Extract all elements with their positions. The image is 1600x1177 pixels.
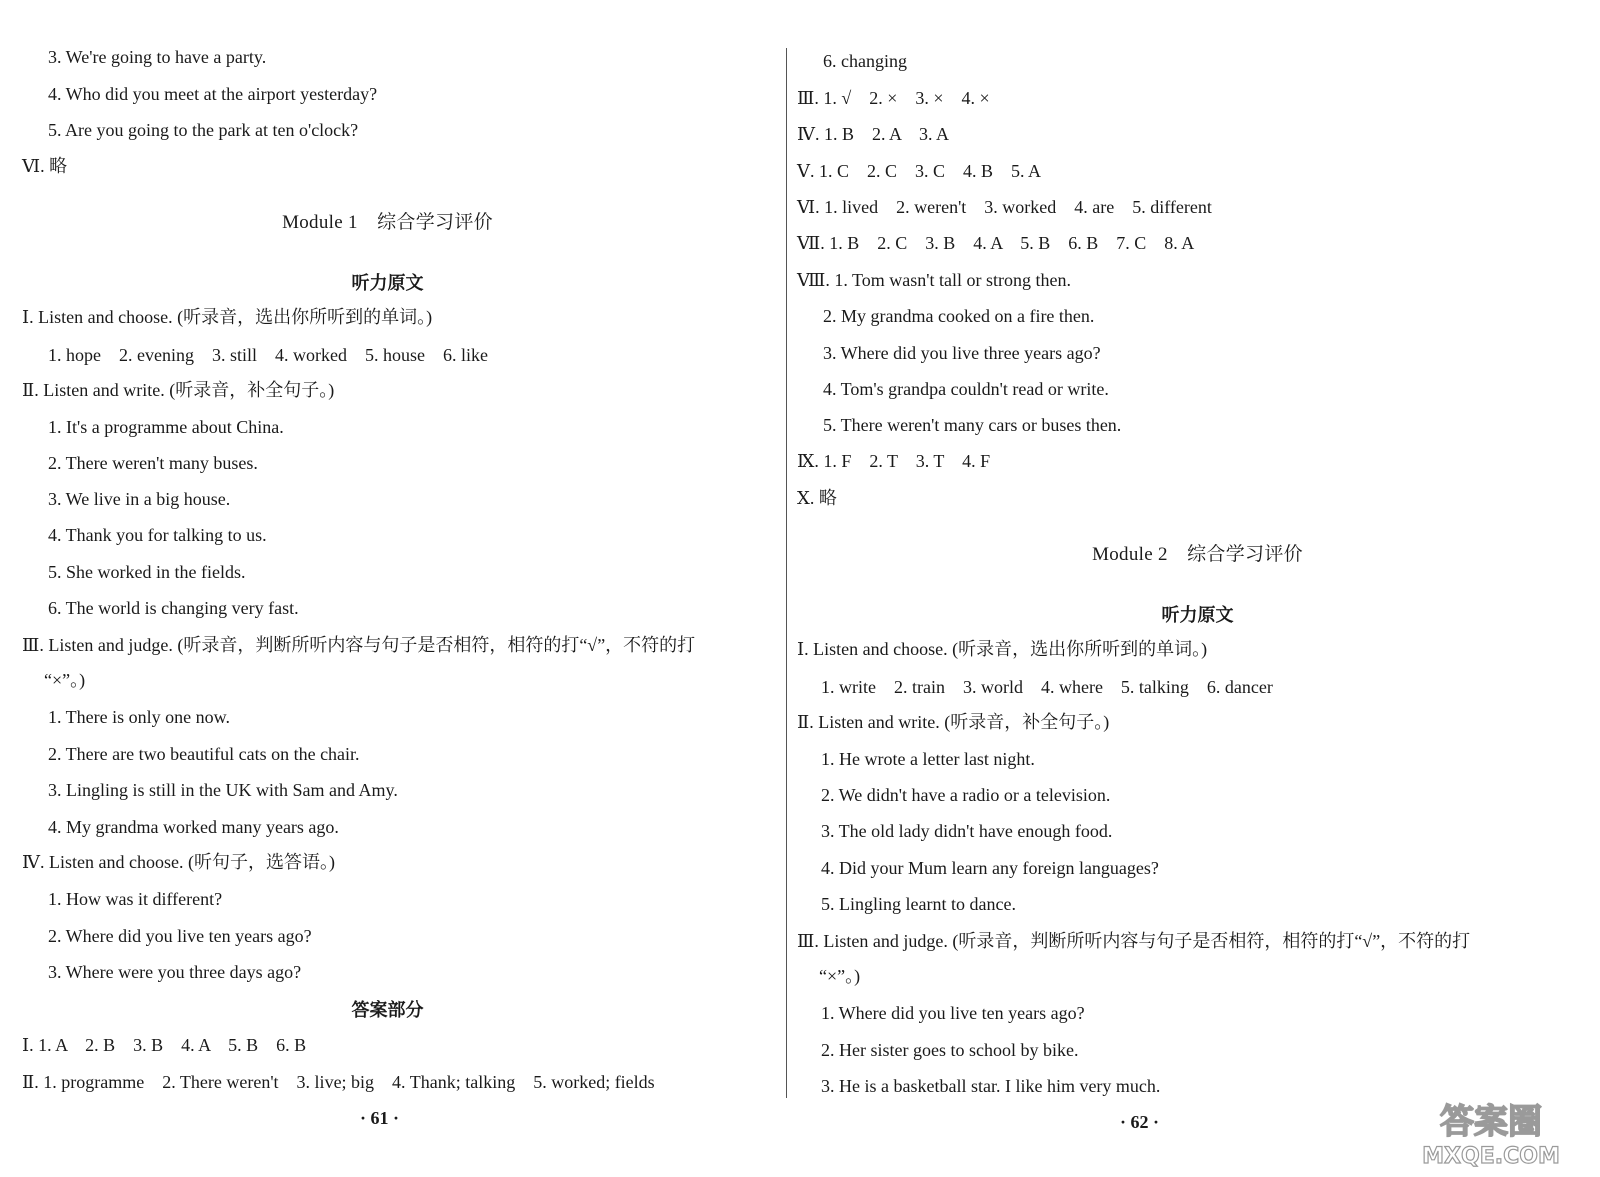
list-item: 2. My grandma cooked on a fire then.	[823, 306, 1095, 326]
module-title: Module 1 综合学习评价	[282, 212, 493, 233]
list-item: 3. Where were you three days ago?	[48, 962, 302, 982]
list-item: 1. How was it different?	[48, 889, 223, 909]
question-heading: Ⅲ. Listen and judge. (听录音，判断所听内容与句子是否相符，相符的打“√”，不符的打	[797, 931, 1471, 951]
list-item: 2. Where did you live ten years ago?	[48, 926, 312, 946]
answers-heading: 答案部分	[351, 1000, 424, 1020]
list-item: 6. The world is changing very fast.	[48, 598, 299, 618]
list-item: 3. Where did you live three years ago?	[823, 343, 1101, 363]
answer-line: Ⅸ. 1. F 2. T 3. T 4. F	[797, 451, 991, 471]
question-heading-cont: “×”。)	[819, 966, 861, 986]
answer-line: Ⅰ. 1. A 2. B 3. B 4. A 5. B 6. B	[22, 1035, 307, 1055]
answer-line: 1. write 2. train 3. world 4. where 5. talking 6. dancer	[821, 677, 1273, 697]
text-line: 4. Who did you meet at the airport yesterday?	[48, 84, 378, 104]
right-page	[795, 0, 1600, 1177]
page-number: · 62 ·	[1120, 1112, 1160, 1132]
list-item: 1. He wrote a letter last night.	[821, 749, 1035, 769]
question-heading: Ⅳ. Listen and choose. (听句子，选答语。)	[22, 852, 335, 872]
question-heading: Ⅰ. Listen and choose. (听录音，选出你所听到的单词。)	[797, 639, 1208, 659]
column-divider	[786, 48, 787, 1098]
list-item: 3. Lingling is still in the UK with Sam and Amy.	[48, 780, 398, 800]
watermark-en-text: MXQE.COM	[1422, 1144, 1560, 1169]
answer-line: Ⅶ. 1. B 2. C 3. B 4. A 5. B 6. B 7. C 8. A	[797, 233, 1195, 253]
list-item: 2. There are two beautiful cats on the chair.	[48, 744, 360, 764]
question-heading: Ⅱ. Listen and write. (听录音，补全句子。)	[22, 380, 335, 400]
list-item: 5. There weren't many cars or buses then.	[823, 415, 1122, 435]
list-item: 4. Thank you for talking to us.	[48, 525, 267, 545]
answer-line: Ⅷ. 1. Tom wasn't tall or strong then.	[797, 270, 1071, 290]
listening-heading: 听力原文	[351, 273, 424, 293]
listening-heading: 听力原文	[1161, 605, 1234, 625]
list-item: 2. We didn't have a radio or a television.	[821, 785, 1111, 805]
question-heading: Ⅱ. Listen and write. (听录音，补全句子。)	[797, 712, 1110, 732]
list-item: 1. There is only one now.	[48, 707, 230, 727]
list-item: 4. Tom's grandpa couldn't read or write.	[823, 379, 1109, 399]
watermark-cn-text: 答案圈	[1440, 1102, 1542, 1142]
list-item: 1. Where did you live ten years ago?	[821, 1003, 1085, 1023]
section-marker: Ⅹ. 略	[797, 488, 837, 508]
answer-line: 1. hope 2. evening 3. still 4. worked 5. house 6. like	[48, 345, 488, 365]
list-item: 1. It's a programme about China.	[48, 417, 284, 437]
question-heading: Ⅲ. Listen and judge. (听录音，判断所听内容与句子是否相符，相符的打“√”，不符的打	[22, 635, 696, 655]
list-item: 4. Did your Mum learn any foreign languages?	[821, 858, 1159, 878]
text-line: 3. We're going to have a party.	[48, 47, 267, 67]
list-item: 5. She worked in the fields.	[48, 562, 246, 582]
list-item: 5. Lingling learnt to dance.	[821, 894, 1016, 914]
question-heading: Ⅰ. Listen and choose. (听录音，选出你所听到的单词。)	[22, 307, 433, 327]
list-item: 3. He is a basketball star. I like him very much.	[821, 1076, 1161, 1096]
list-item: 2. Her sister goes to school by bike.	[821, 1040, 1079, 1060]
question-heading-cont: “×”。)	[44, 670, 86, 690]
list-item: 3. We live in a big house.	[48, 489, 231, 509]
section-marker: Ⅵ. 略	[22, 156, 68, 176]
answer-line: Ⅲ. 1. √ 2. × 3. × 4. ×	[797, 88, 990, 108]
list-item: 4. My grandma worked many years ago.	[48, 817, 339, 837]
text-line: 6. changing	[823, 51, 907, 71]
watermark-logo	[1396, 1093, 1586, 1169]
list-item: 3. The old lady didn't have enough food.	[821, 821, 1113, 841]
answer-line: Ⅵ. 1. lived 2. weren't 3. worked 4. are 5. different	[797, 197, 1212, 217]
answer-line: Ⅳ. 1. B 2. A 3. A	[797, 124, 950, 144]
left-page	[0, 0, 775, 1177]
list-item: 2. There weren't many buses.	[48, 453, 258, 473]
page-number: · 61 ·	[360, 1108, 400, 1128]
module-title: Module 2 综合学习评价	[1092, 544, 1303, 565]
answer-line: Ⅴ. 1. C 2. C 3. C 4. B 5. A	[797, 161, 1042, 181]
answer-line: Ⅱ. 1. programme 2. There weren't 3. live; big 4. Thank; talking 5. worked; fields	[22, 1072, 655, 1092]
text-line: 5. Are you going to the park at ten o'clock?	[48, 120, 359, 140]
